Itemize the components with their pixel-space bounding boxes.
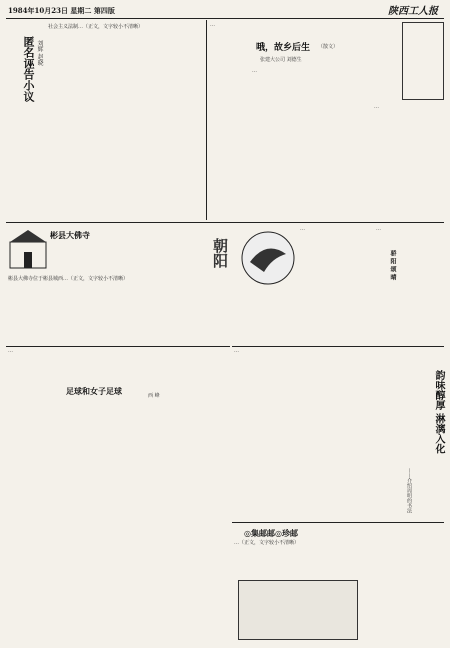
paper-name: 陕西工人报 bbox=[388, 6, 438, 17]
chaoyang-body: … bbox=[300, 226, 305, 232]
fortress-top-rule bbox=[6, 222, 444, 223]
left-article-author: 刘辉 赵晓 bbox=[36, 40, 43, 66]
poem-subtitle: ——介绍周明的书法 bbox=[406, 468, 412, 513]
right-top-title: 骄 阳 颂 晴 bbox=[389, 250, 396, 281]
mid-top-body: … bbox=[252, 68, 257, 74]
football-top-rule bbox=[6, 346, 230, 347]
poem-title: 韵味醇厚 淋漓入化 bbox=[433, 370, 444, 454]
fortress-illustration bbox=[8, 228, 48, 272]
date-line: 1984年10月23日 星期二 第四版 bbox=[8, 6, 115, 15]
mid-top-right-body: … bbox=[374, 104, 379, 110]
right-header-box bbox=[402, 22, 444, 100]
left-article-title: 匿名诬告小议 bbox=[22, 36, 35, 102]
col-rule-1 bbox=[206, 20, 207, 220]
mid-top-left-column: … bbox=[210, 22, 215, 28]
chaoyang-title: 朝阳 bbox=[211, 238, 229, 268]
mid-top-author: 张建大公司 刘德生 bbox=[260, 57, 302, 63]
football-author: 西 峰 bbox=[148, 393, 160, 399]
football-body: … bbox=[8, 348, 13, 354]
poem-body: … bbox=[234, 348, 239, 354]
fortress-body: 彬县大佛寺位于彬县城西…（正文，文字较小不清晰） bbox=[8, 276, 129, 282]
mid-right-column: … bbox=[376, 226, 381, 232]
footer-stamp-image bbox=[238, 580, 358, 640]
fortress-title: 彬县大佛寺 bbox=[50, 230, 90, 240]
bird-illustration bbox=[238, 228, 298, 288]
footer-top-rule bbox=[232, 522, 444, 523]
football-title: 足球和女子足球 bbox=[66, 386, 122, 396]
masthead-rule bbox=[6, 18, 444, 19]
mid-top-title: 哦，故乡后生 bbox=[256, 43, 311, 53]
footer-body: …（正文，文字较小不清晰） bbox=[234, 540, 300, 546]
poem-rule bbox=[232, 346, 444, 347]
left-article-body: 社会主义法制…（正文，文字较小不清晰） bbox=[48, 24, 144, 30]
footer-title: ◎集邮邮◎珍邮 bbox=[244, 528, 298, 538]
mid-top-subtitle: （散文） bbox=[318, 44, 339, 50]
